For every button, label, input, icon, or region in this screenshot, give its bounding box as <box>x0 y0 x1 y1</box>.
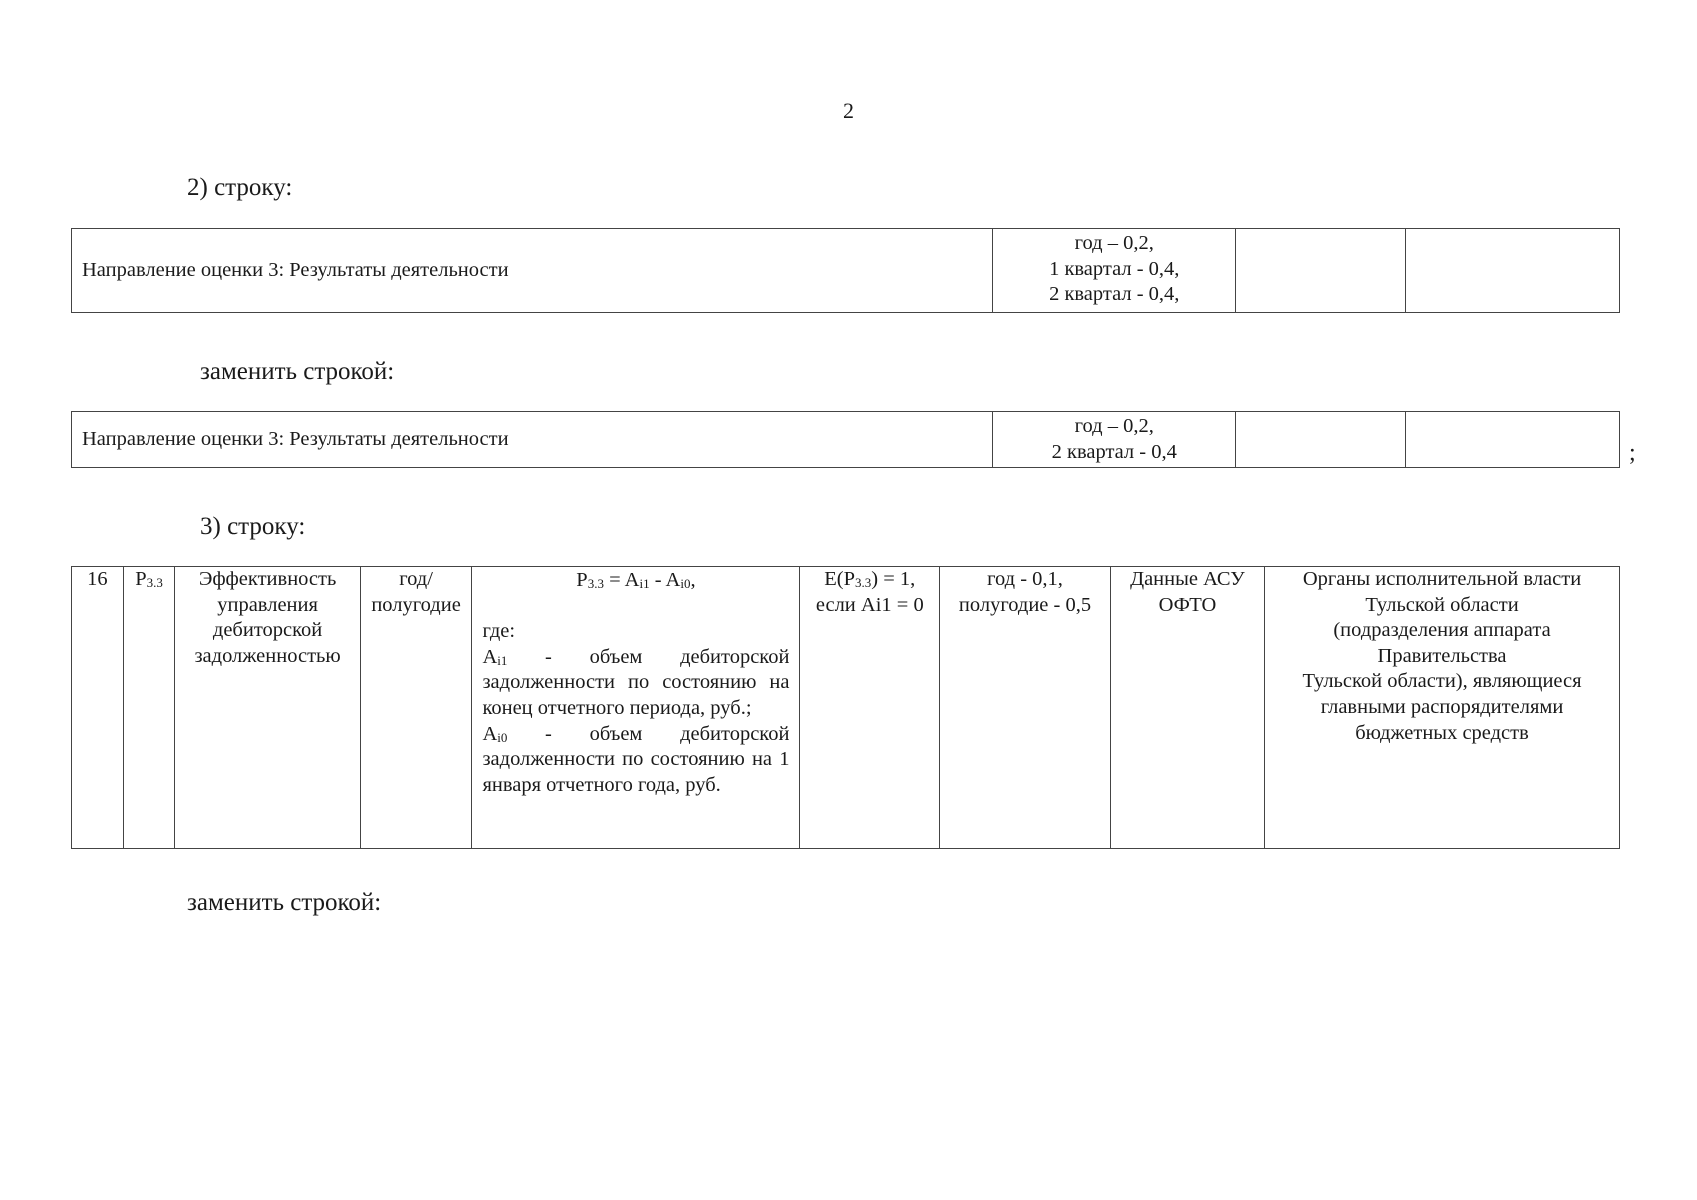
empty-cell <box>1236 412 1406 468</box>
ratio-line: 1 квартал - 0,4, <box>1049 257 1180 280</box>
period-cell <box>360 567 472 849</box>
weight-cell <box>940 567 1111 849</box>
ratio-line: 2 квартал - 0,4, <box>1049 283 1180 306</box>
org-line: бюджетных средств <box>1355 721 1529 744</box>
replace-label: заменить строкой: <box>200 358 395 385</box>
empty-cell <box>1406 412 1620 468</box>
coefficient-cell <box>800 567 940 849</box>
indicator-table <box>71 566 1620 849</box>
new-row-table <box>71 411 1620 468</box>
formula-cell <box>472 567 800 849</box>
coefficient-line: $E(P_{3.3}) = 1$, <box>824 568 916 590</box>
ratio-line: 2 квартал - 0,4 <box>1051 440 1177 463</box>
formula-a1-definition: $A_{i1}$ - объем дебиторской задолженности по состоянию на конец отчетного периода, руб.; <box>482 645 790 719</box>
formula-a0-definition: $A_{i0}$ - объем дебиторской задолженности по состоянию на 1 января отчетного года, руб. <box>482 722 790 796</box>
page-number: 2 <box>843 98 854 123</box>
trailing-semicolon: ; <box>1629 440 1636 466</box>
org-line: Тульской области <box>1365 593 1519 616</box>
row-number: 16 <box>72 567 124 849</box>
direction-name: Направление оценки 3: Результаты деятельности <box>72 229 993 313</box>
org-line: главными распорядителями <box>1320 695 1564 718</box>
weight-line: год - 0,1, <box>987 568 1063 590</box>
weight-ratios <box>993 412 1236 468</box>
weight-ratios <box>993 229 1236 313</box>
org-line: Органы исполнительной власти <box>1302 568 1582 590</box>
section-2-heading: 2) строку: <box>187 174 293 201</box>
formula-where: где: <box>482 620 516 643</box>
period-line: год/ <box>399 568 433 590</box>
org-line: Тульской области), являющиеся <box>1302 670 1582 693</box>
indicator-code: $P_{3.3}$ <box>123 567 175 849</box>
org-line: Правительства <box>1377 644 1507 667</box>
org-line: (подразделения аппарата <box>1333 619 1551 642</box>
data-source: Данные АСУ ОФТО <box>1110 567 1264 849</box>
ratio-line: год – 0,2, <box>1074 232 1154 254</box>
period-line: полугодие <box>371 593 461 616</box>
responsible-org <box>1265 567 1620 849</box>
old-row-table <box>71 228 1620 313</box>
empty-cell <box>1236 229 1406 313</box>
empty-cell <box>1406 229 1620 313</box>
replace-label-2: заменить строкой: <box>187 889 382 916</box>
formula-line: $P_{3.3} = A_{i1} - A_{i0}$, <box>576 569 696 591</box>
ratio-line: год – 0,2, <box>1074 415 1154 437</box>
weight-line: полугодие - 0,5 <box>958 593 1092 616</box>
coefficient-condition: если Ai1 = 0 <box>815 593 924 616</box>
section-3-heading: 3) строку: <box>200 513 306 540</box>
direction-name: Направление оценки 3: Результаты деятельности <box>72 412 993 468</box>
indicator-criterion: Эффективность управления дебиторской задолженностью <box>175 567 360 849</box>
